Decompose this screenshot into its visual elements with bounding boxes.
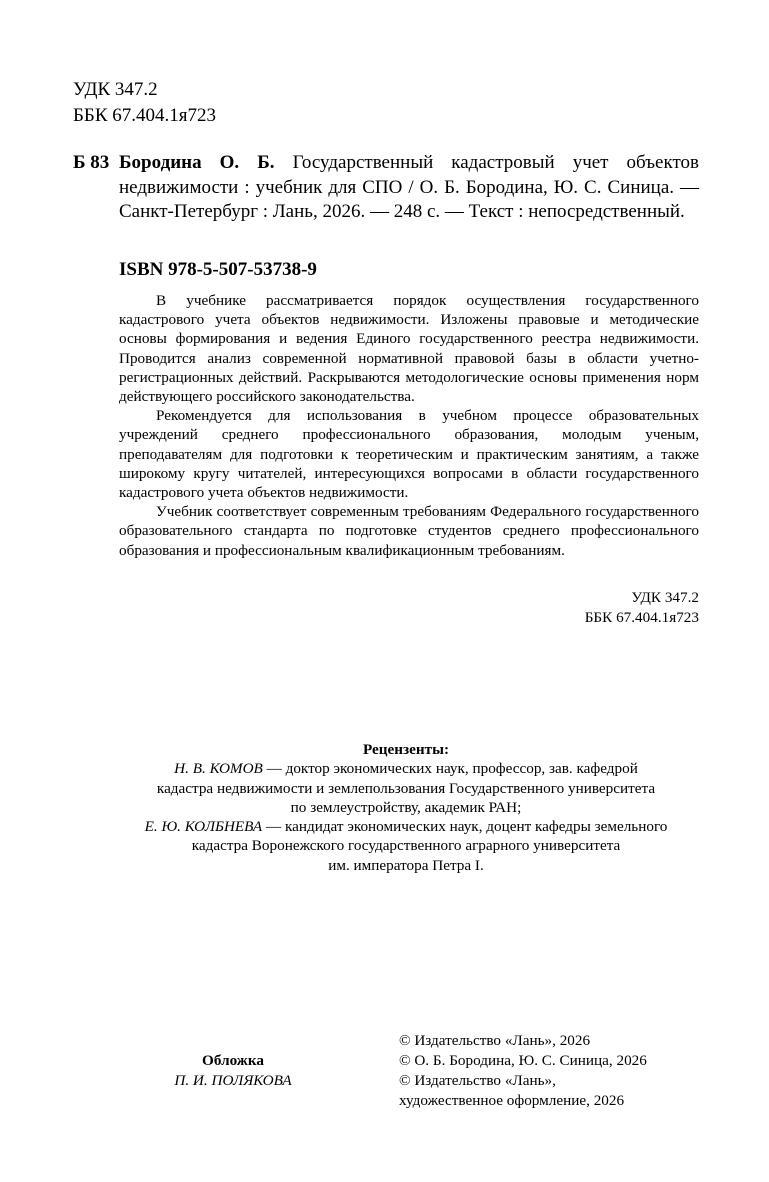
copyright-line: © Издательство «Лань», bbox=[399, 1072, 556, 1089]
reviewer-desc: по землеустройству, академик РАН; bbox=[290, 798, 522, 816]
reviewer-name: Е. Ю. КОЛБНЕВА bbox=[144, 818, 263, 836]
reviewer-desc: кадастра недвижимости и землепользования Государственного университета bbox=[156, 779, 656, 797]
title-line: недвижимости : учебник для СПО / О. Б. Бородина, bbox=[119, 176, 548, 198]
bbk-code-right: ББК 67.404.1я723 bbox=[584, 608, 699, 626]
udk-code-right: УДК 347.2 bbox=[631, 589, 699, 606]
copyright-block bbox=[399, 1031, 647, 1111]
cover-credit bbox=[148, 1051, 318, 1090]
copyright-line: © О. Б. Бородина, Ю. С. Синица, 2026 bbox=[399, 1052, 647, 1069]
isbn: ISBN 978-5-507-53738-9 bbox=[119, 259, 317, 280]
title-line: Государственный кадастровый учет объектов bbox=[292, 152, 699, 173]
reviewer-desc: кадастра Воронежского государственного аграрного университета bbox=[191, 837, 621, 855]
abstract bbox=[119, 291, 699, 560]
reviewers-title: Рецензенты: bbox=[362, 741, 450, 758]
reviewer-desc: им. императора Петра I. bbox=[328, 856, 484, 874]
abstract-paragraph: В учебнике рассматривается порядок осуществления государственного кадастрового учета объектов недвижимости. Изложены правовые и методические основы формирования и ведения Единого государственного реестра недвижимости. Проводится анализ современной нормативной правовой базы в области учетно-регистрационных действий. Раскрываются методологические основы применения норм действующего российского законодательства. bbox=[119, 292, 699, 406]
cover-title: Обложка bbox=[202, 1052, 264, 1069]
copyright-line: © Издательство «Лань», 2026 bbox=[399, 1032, 591, 1049]
abstract-paragraph: Рекомендуется для использования в учебном процессе образовательных учреждений среднего профессионального образования, молодым ученым, преподавателям для подготовки к теоретическим и практическим занятиям, а также широкому кругу читателей, интересующихся вопросами в области государственного кадастрового учета объектов недвижимости. bbox=[119, 407, 699, 502]
reviewer-name: Н. В. КОМОВ bbox=[174, 760, 263, 778]
author-mark-code: Б 83 bbox=[73, 152, 110, 173]
reviewers-block bbox=[100, 740, 712, 875]
bbk-code: ББК 67.404.1я723 bbox=[73, 105, 216, 126]
cover-designer: П. И. ПОЛЯКОВА bbox=[174, 1071, 292, 1089]
udk-code: УДК 347.2 bbox=[73, 79, 158, 100]
title-line: Ю. С. Синица. — Санкт-Петербург : Лань, 2026. — 248 с. — bbox=[119, 176, 699, 222]
author-name: Бородина О. Б. bbox=[119, 152, 275, 173]
reviewer-desc: — кандидат экономических наук, доцент кафедры земельного bbox=[262, 818, 668, 836]
classification-codes bbox=[585, 588, 699, 627]
abstract-paragraph: Учебник соответствует современным требованиям Федерального государственного образовательного стандарта по подготовке студентов среднего профессионального образования и профессиональным квалификационным требованиям. bbox=[119, 503, 699, 559]
reviewer-desc: — доктор экономических наук, профессор, зав. кафедрой bbox=[262, 760, 638, 778]
reviewer-1 bbox=[100, 759, 712, 778]
bibliographic-entry bbox=[119, 151, 699, 225]
reviewer-2 bbox=[100, 817, 712, 836]
title-line: Текст : непосредственный. bbox=[468, 201, 685, 222]
copyright-line: художественное оформление, 2026 bbox=[399, 1092, 625, 1109]
